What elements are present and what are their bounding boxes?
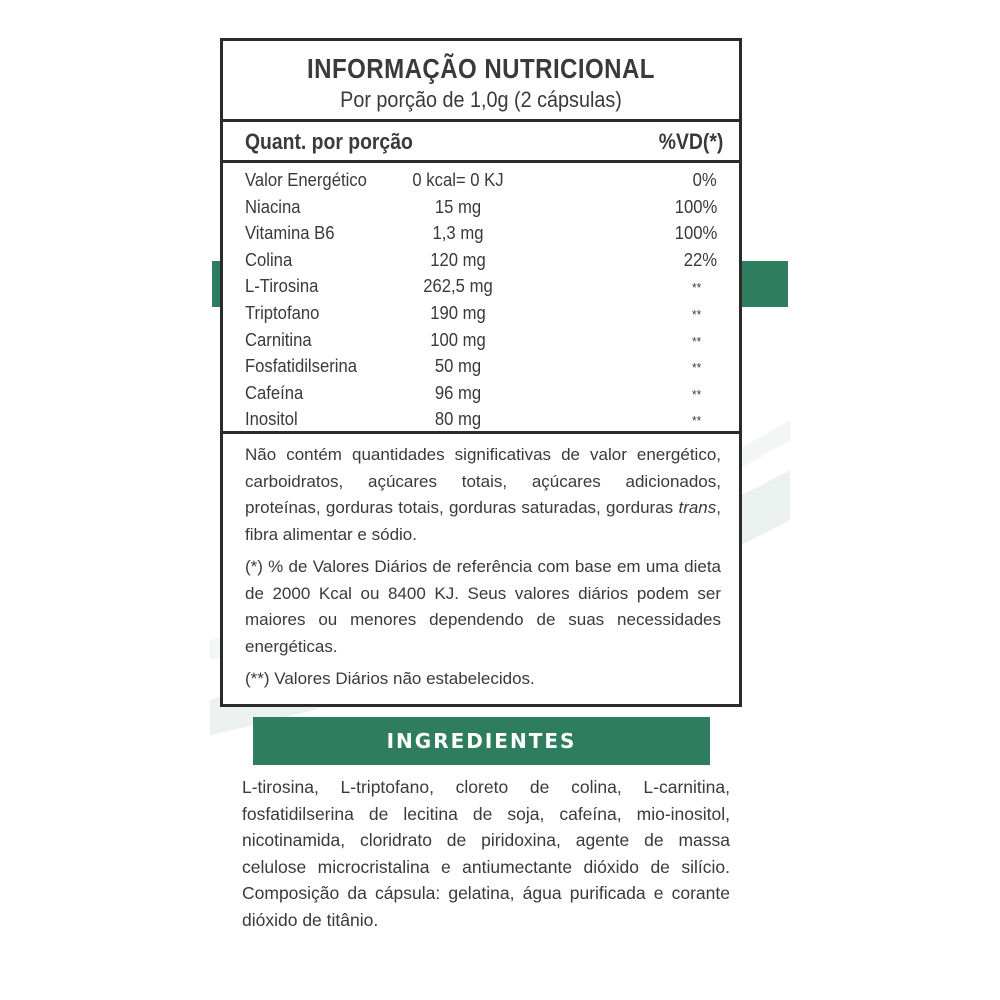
serving-size: Por porção de 1,0g (2 cápsulas) — [340, 87, 622, 112]
nutrient-vd: 100% — [674, 195, 717, 217]
table-row — [223, 168, 739, 195]
note-text: , fibra alimentar e sódio. — [245, 498, 721, 544]
table-row — [223, 221, 739, 248]
ingredients-banner — [253, 717, 710, 765]
table-title: INFORMAÇÃO NUTRICIONAL — [307, 53, 655, 84]
table-row — [223, 354, 739, 381]
nutrient-name: Inositol — [245, 408, 298, 430]
nutrient-quantity: 15 mg — [434, 195, 482, 217]
nutrient-quantity: 262,5 mg — [423, 275, 493, 297]
nutrient-vd: 100% — [674, 222, 717, 244]
table-row — [223, 301, 739, 328]
nutrient-quantity: 1,3 mg — [432, 222, 484, 244]
note-italic-text: trans — [678, 498, 717, 517]
footnotes — [223, 434, 739, 693]
table-row — [223, 195, 739, 222]
nutrient-vd: ** — [691, 280, 701, 296]
nutrient-name: Fosfatidilserina — [245, 355, 357, 377]
nutrient-vd: 0% — [692, 169, 717, 190]
nutrient-vd: ** — [691, 306, 701, 322]
table-row — [223, 274, 739, 301]
nutrient-name: Colina — [245, 248, 293, 270]
nutrient-quantity: 0 kcal= 0 KJ — [412, 169, 504, 190]
nutrient-name: Niacina — [245, 195, 301, 217]
column-header-quantity: Quant. por porção — [245, 129, 413, 154]
column-header-row — [223, 122, 739, 163]
table-header — [223, 41, 739, 122]
nutrient-quantity: 100 mg — [430, 328, 486, 350]
not-established-note: (**) Valores Diários não estabelecidos. — [245, 669, 535, 688]
nutrient-quantity: 190 mg — [430, 301, 486, 323]
column-header-vd: %VD(*) — [658, 129, 723, 154]
table-row — [223, 407, 739, 434]
nutrient-name: L-Tirosina — [245, 275, 319, 297]
nutrient-vd: ** — [691, 413, 701, 429]
table-row — [223, 381, 739, 408]
nutrient-name: Cafeína — [245, 381, 304, 403]
nutrition-facts-table — [220, 38, 742, 707]
nutrient-vd: 22% — [683, 248, 717, 270]
nutrient-vd: ** — [691, 360, 701, 376]
note-text: Não contém quantidades significativas de valor energético, carboidratos, açúcares totais, açúcares adicionados, proteínas, gorduras totais, gorduras saturadas, gorduras — [245, 445, 721, 517]
nutrient-name: Valor Energético — [245, 169, 367, 190]
nutrient-rows — [223, 163, 739, 434]
right-accent-band — [740, 261, 788, 307]
ingredients-text: L-tirosina, L-triptofano, cloreto de colina, L-carnitina, fosfatidilserina de lecitina de soja, cafeína, mio-inositol, nicotinamida, cloridrato de piridoxina, agente de massa celulose microcristalina e antiumectante dióxido de silício. Composição da cápsula: gelatina, água purificada e corante dióxido de titânio. — [242, 777, 730, 930]
table-row — [223, 328, 739, 355]
nutrient-name: Triptofano — [245, 301, 320, 323]
table-row — [223, 248, 739, 275]
nutrient-quantity: 50 mg — [434, 355, 482, 377]
ingredients-title: INGREDIENTES — [386, 729, 577, 753]
daily-values-note: (*) % de Valores Diários de referência com base em uma dieta de 2000 Kcal ou 8400 KJ. Seus valores diários podem ser maiores ou menores dependendo de suas necessidades energéticas. — [245, 557, 721, 656]
nutrient-quantity: 80 mg — [434, 408, 482, 430]
not-significant-note — [245, 442, 721, 548]
nutrient-name: Vitamina B6 — [245, 222, 335, 244]
nutrient-name: Carnitina — [245, 328, 312, 350]
nutrient-vd: ** — [691, 333, 701, 349]
nutrient-quantity: 96 mg — [434, 381, 482, 403]
nutrient-vd: ** — [691, 386, 701, 402]
nutrient-quantity: 120 mg — [430, 248, 486, 270]
